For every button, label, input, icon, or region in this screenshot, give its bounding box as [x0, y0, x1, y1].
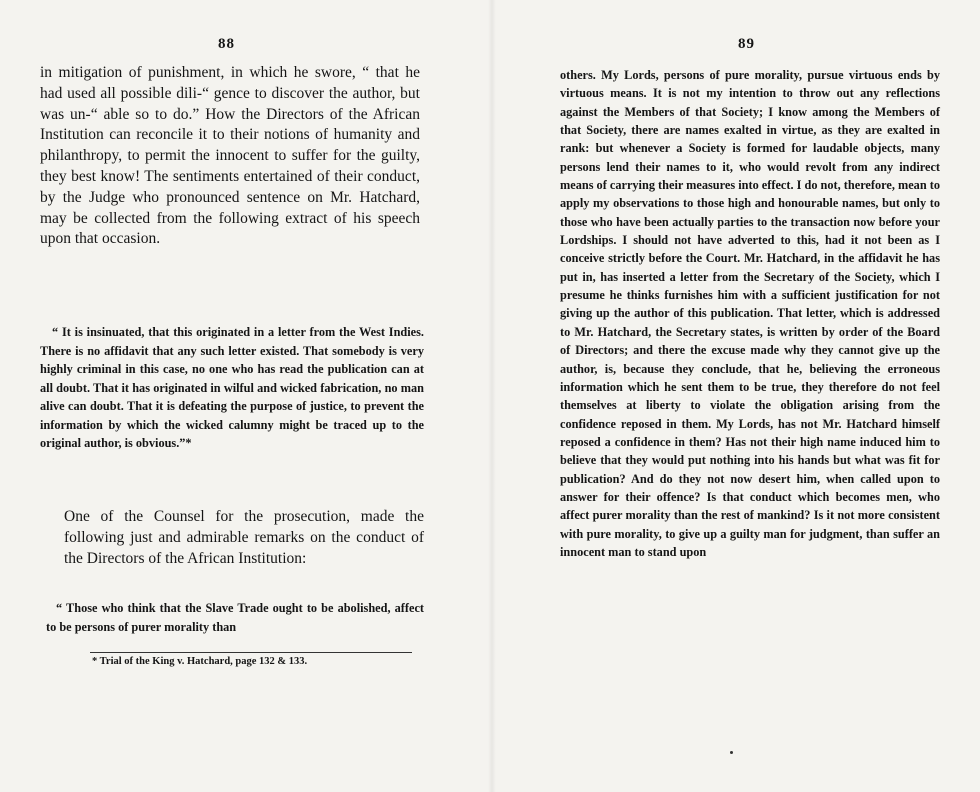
- left-second-paragraph: One of the Counsel for the prosecution, made the following just and admirable remarks on the conduct of the Directors of the African Institution:: [64, 508, 424, 567]
- right-page-number: 89: [738, 36, 755, 52]
- right-body-text: others. My Lords, persons of pure morality, pursue virtuous ends by virtuous means. It is not my intention to throw out any reflections against the Members of that Society; I know among the Members of that Society, there are names exalted in virtue, as they are exalted in rank: but whenever a Society is formed for laudable objects, many persons lend their names to it, who would revolt from any indirect means of carrying their measures into effect. I do not, therefore, mean to apply my observations to those high and honourable names, but only to those who have been actually parties to the transaction now before your Lordships. I should not have adverted to this, had it not been as I conceive strictly before the Court. Mr. Hatchard, in the affidavit he has put in, has inserted a letter from the Secretary of the Society, which I presume he thinks furnishes him with a sufficient justification for not giving up the author of this publication. That letter, which is addressed to Mr. Hatchard, the Secretary states, is written by order of the Board of Directors; and there the excuse made why they cannot give up the author, is, because they conclude, that he, believing the erroneous information which he sent them to be true, they therefore do not feel themselves at liberty to violate the obligation arising from the confidence reposed in them. My Lords, has not Mr. Hatchard himself reposed a confidence in them? Has not their high name induced him to believe that they would put nothing into his hands but what was fit for publication? And do they not now desert him, when called upon to answer for their offence? Is that conduct which becomes men, who affect purer morality than the rest of mankind? Is it not more consistent with pure morality, to give up a guilty man for judgment, than suffer an innocent man to stand upon: [560, 68, 940, 559]
- left-quote-paragraph: “ It is insinuated, that this originated in a letter from the West Indies. There is no affidavit that any such letter existed. That somebody is very highly criminal in this case, no one who has read the publication can at all doubt. That it has originated in wilful and wicked fabrication, no man alive can doubt. That it is defeating the purpose of justice, to prevent the information by which the wicked calumny might be traced up to the original author, is obvious.”*: [40, 325, 424, 450]
- left-page-number: 88: [218, 36, 235, 52]
- left-second-quote: “ Those who think that the Slave Trade ought to be abolished, affect to be persons of purer morality than: [46, 601, 424, 634]
- footnote-rule: [90, 652, 412, 653]
- footnote: * Trial of the King v. Hatchard, page 132 & 133.: [92, 656, 308, 667]
- left-lead-paragraph: in mitigation of punishment, in which he swore, “ that he had used all possible dili-“ gence to discover the author, but was un-“ able so to do.” How the Directors of the African Institution can reconcile it to their notions of humanity and philanthropy, to permit the innocent to suffer for the guilty, they best know! The sentiments entertained of their conduct, by the Judge who pronounced sentence on Mr. Hatchard, may be collected from the following extract of his speech upon that occasion.: [40, 64, 420, 248]
- book-gutter: [488, 0, 496, 792]
- ink-speck: [730, 751, 733, 754]
